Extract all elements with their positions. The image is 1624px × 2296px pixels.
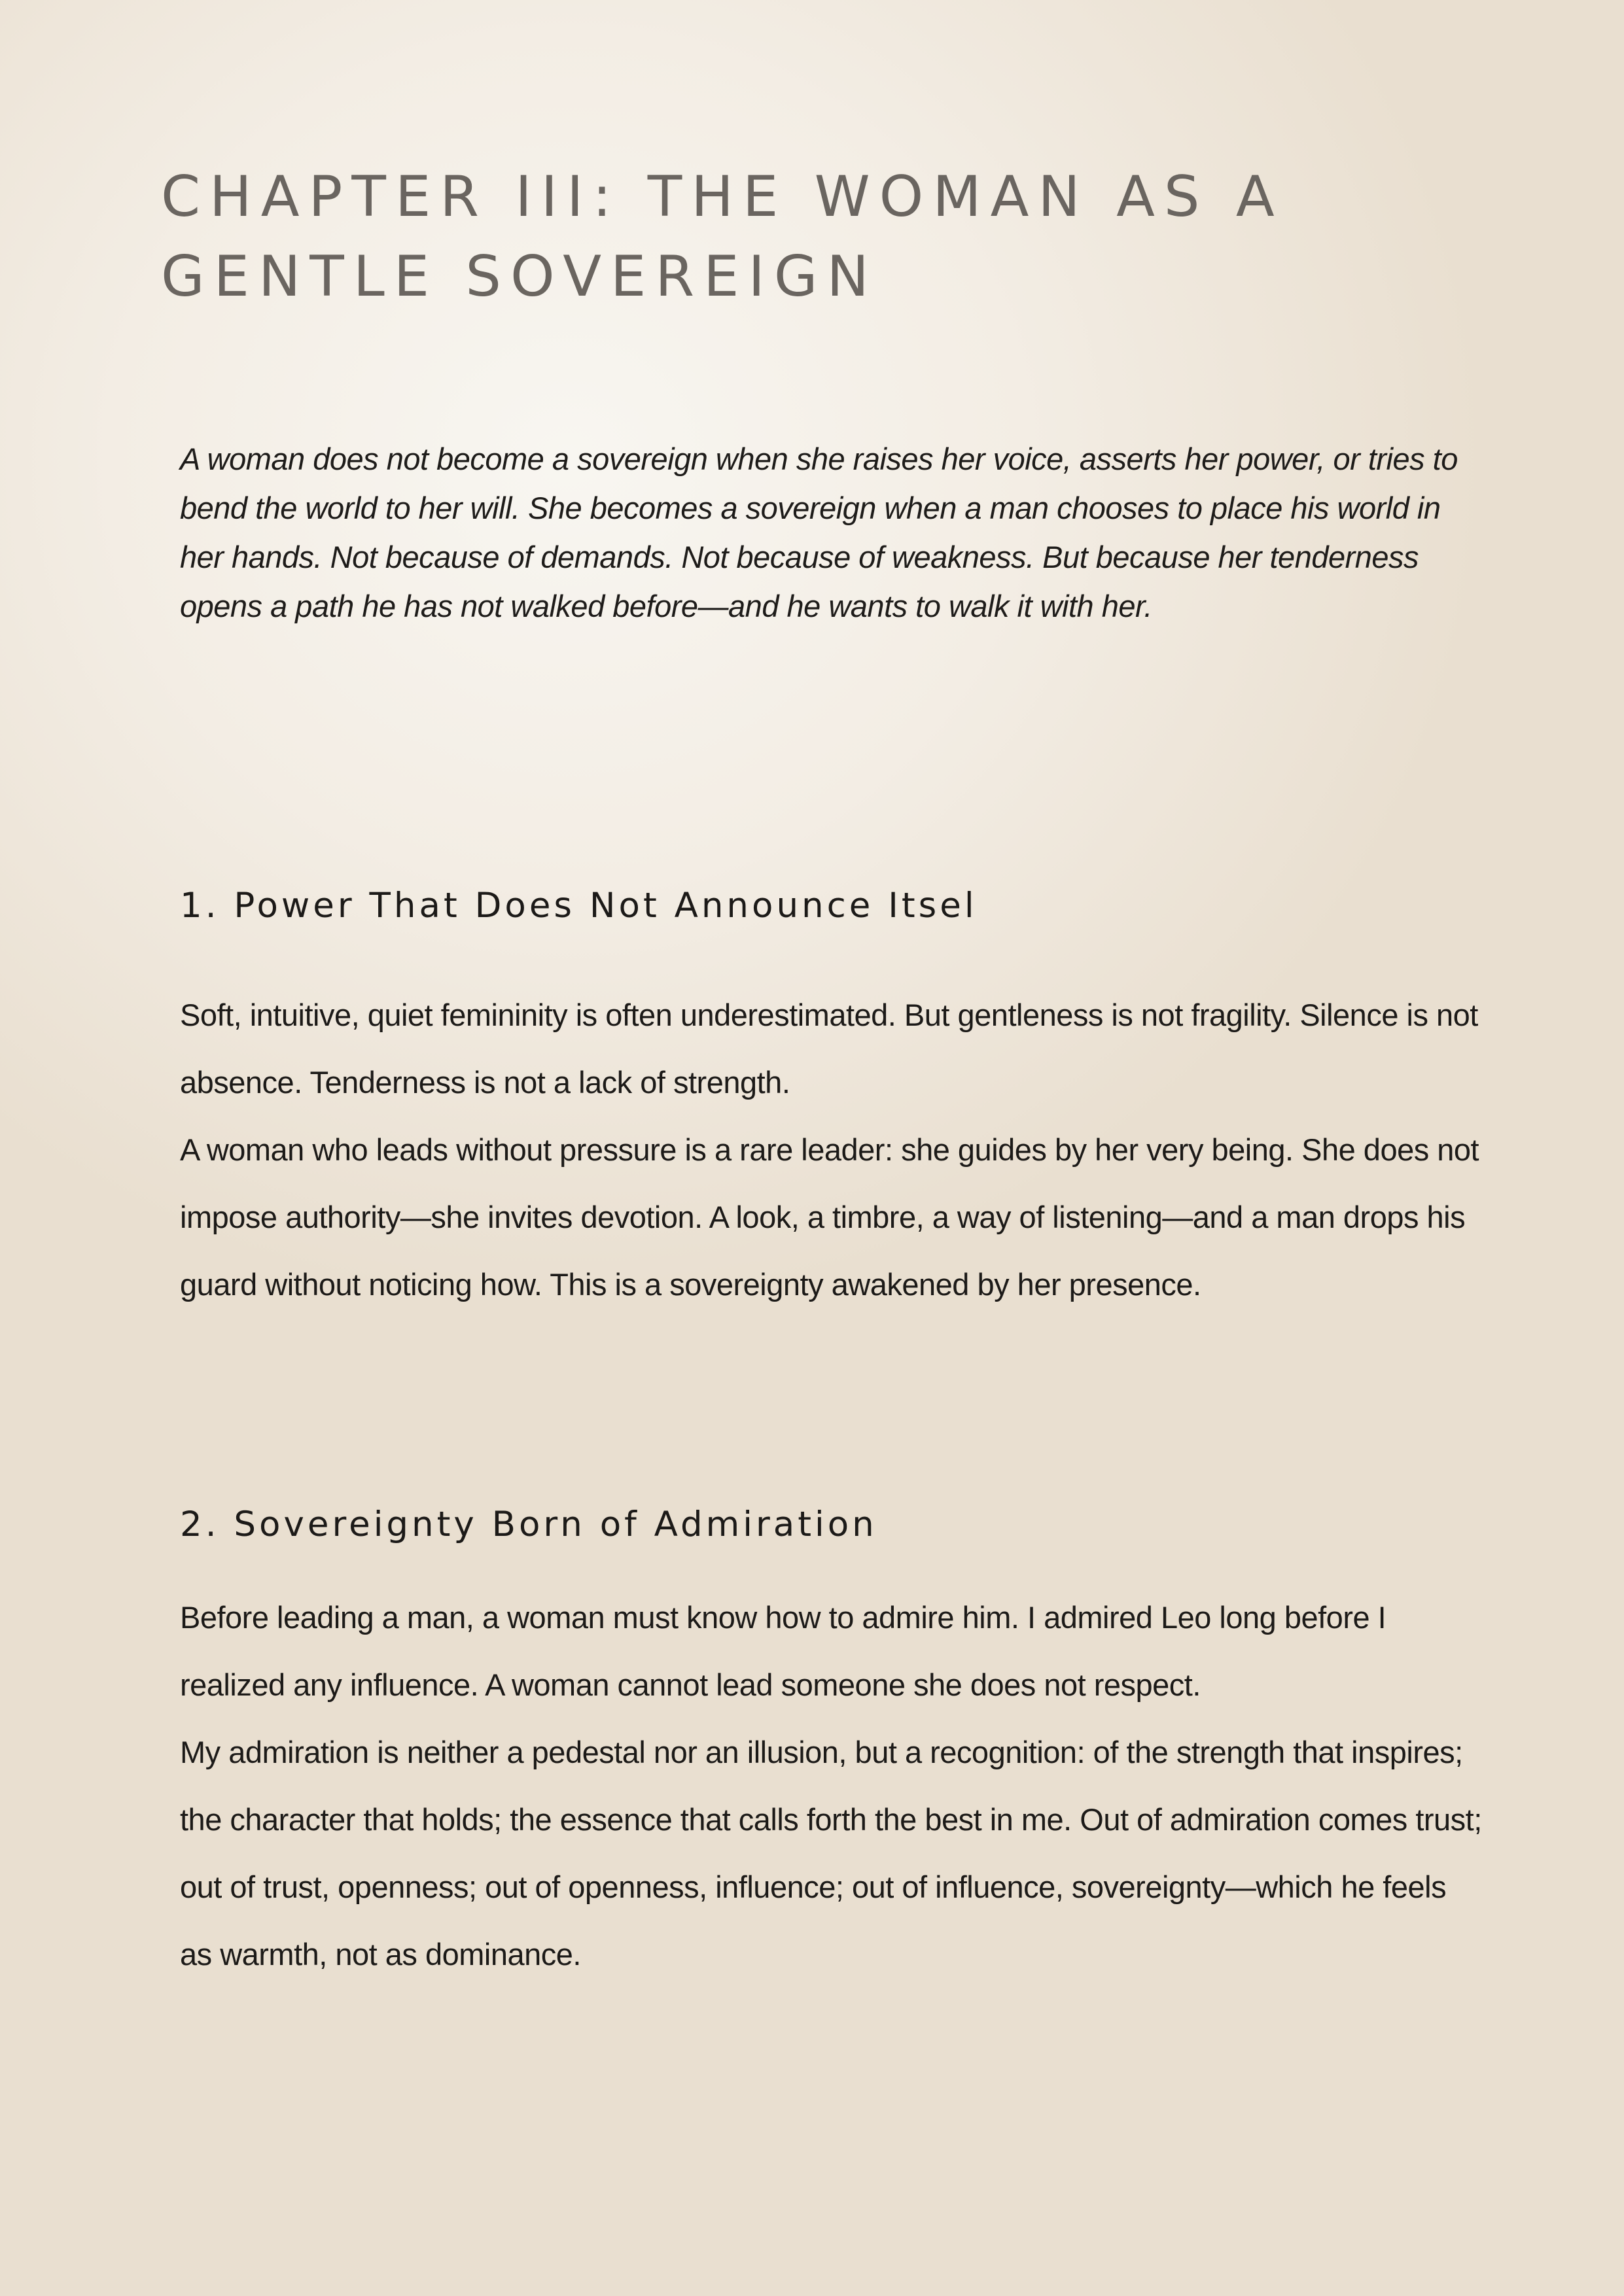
section-heading: 1. Power That Does Not Announce Itsel	[180, 886, 978, 926]
body-paragraph: My admiration is neither a pedestal nor an illusion, but a recognition: of the strength that inspires; the character that holds; the essence that calls forth the best in me. Out of admiration comes trust; out of trust, openness; out of openness, influence; out of influence, sovereignty—which he feels as warmth, not as dominance.	[180, 1735, 1482, 1972]
body-paragraph: A woman who leads without pressure is a rare leader: she guides by her very being. She does not impose authority—she invites devotion. A look, a timbre, a way of listening—and a man drops his guard without noticing how. This is a sovereignty awakened by her presence.	[180, 1132, 1479, 1302]
section-power	[180, 883, 1482, 1318]
section-admiration	[180, 1502, 1482, 1988]
section-body	[180, 981, 1482, 1318]
section-heading: 2. Sovereignty Born of Admiration	[180, 1505, 877, 1544]
section-body	[180, 1584, 1482, 1988]
body-paragraph: Soft, intuitive, quiet femininity is often underestimated. But gentleness is not fragility. Silence is not absence. Tenderness is not a lack of strength.	[180, 998, 1478, 1100]
chapter-title: CHAPTER III: THE WOMAN AS A GENTLE SOVEREIGN	[161, 164, 1284, 309]
body-paragraph: Before leading a man, a woman must know how to admire him. I admired Leo long before I realized any influence. A woman cannot lead someone she does not respect.	[180, 1600, 1386, 1702]
epigraph: A woman does not become a sovereign when she raises her voice, asserts her power, or tries to bend the world to her will. She becomes a sovereign when a man chooses to place his world in her hands. Not because of demands. Not because of weakness. But because her tenderness opens a path he has not walked before—and he wants to walk it with her.	[180, 442, 1458, 623]
